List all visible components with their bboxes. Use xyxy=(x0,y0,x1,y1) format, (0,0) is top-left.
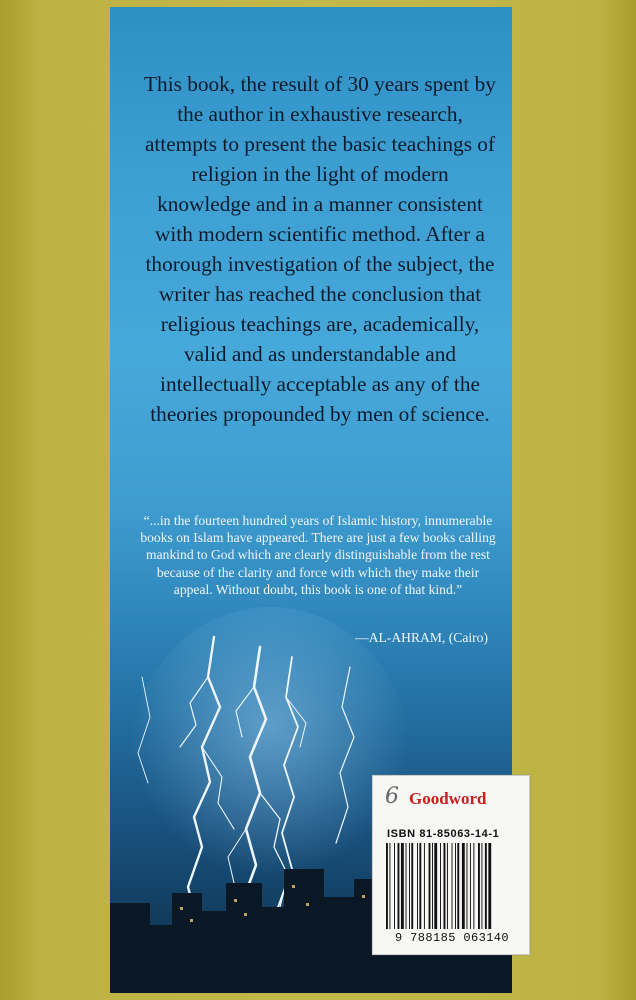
isbn-text: ISBN 81-85063-14-1 xyxy=(387,828,500,840)
review-quote: “...in the fourteen hundred years of Islamic history, innumerable books on Islam have appeared. There are just a few books calling mankind to God which are clearly distinguishable from the rest because of the clarity and force with which they make their appeal. Without doubt, this book is one of that kind.” xyxy=(140,513,496,597)
barcode-number: 9 788185 063140 xyxy=(394,931,510,945)
book-blurb: This book, the result of 30 years spent by the author in exhaustive research, attempts to present the basic teachings of religion in the light of modern knowledge and in a manner consistent with modern scientific method. After a thorough investigation of the subject, the writer has reached the conclusion that religious teachings are, academically, valid and as understandable and intellectually acceptable as any of the theories propounded by men of science. xyxy=(144,72,496,426)
price-barcode-sticker xyxy=(372,775,530,955)
handwritten-mark: 6 xyxy=(385,784,399,809)
quote-source: —AL-AHRAM, (Cairo) xyxy=(355,630,488,645)
barcode-icon xyxy=(385,843,517,929)
publisher-name: Goodword xyxy=(409,789,487,808)
